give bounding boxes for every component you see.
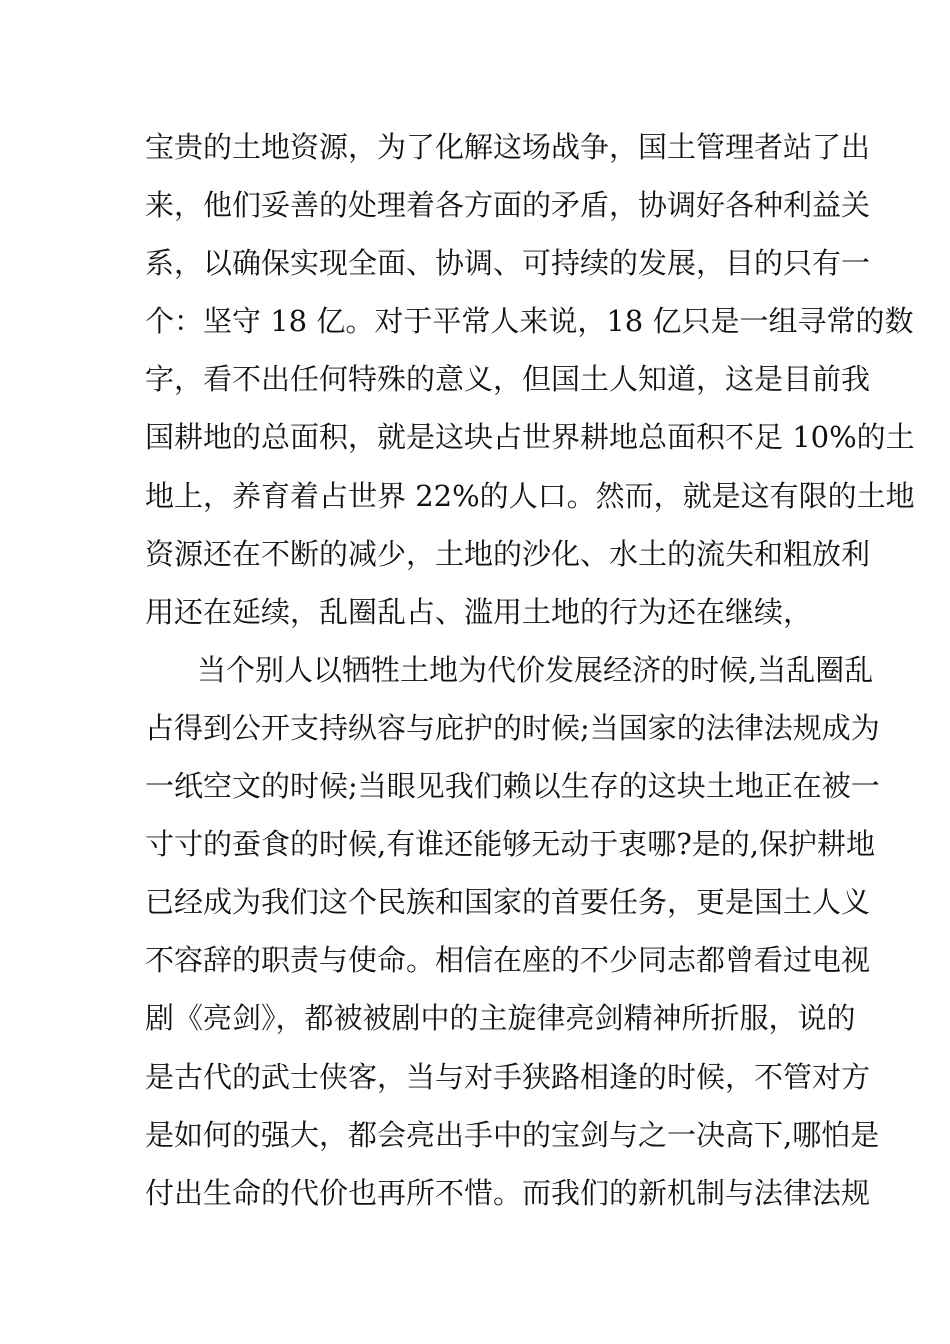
text-line: 是古代的武士侠客，当与对手狭路相逢的时候，不管对方 (145, 1059, 871, 1094)
text-line: 已经成为我们这个民族和国家的首要任务，更是国土人义 (145, 885, 871, 920)
text-line: 字，看不出任何特殊的意义，但国土人知道，这是目前我 (145, 362, 871, 397)
text-line: 付出生命的代价也再所不惜。而我们的新机制与法律法规 (145, 1175, 871, 1210)
text-line: 当个别人以牺牲土地为代价发展经济的时候,当乱圈乱 (197, 652, 874, 687)
document-body (145, 118, 915, 1222)
paragraph-1 (145, 118, 915, 641)
text-line: 资源还在不断的减少，土地的沙化、水土的流失和粗放利 (145, 536, 871, 571)
text-line: 个：坚守 18 亿。对于平常人来说，18 亿只是一组寻常的数 (145, 304, 914, 339)
text-line: 系，以确保实现全面、协调、可持续的发展，目的只有一 (145, 246, 871, 281)
text-line: 国耕地的总面积，就是这块占世界耕地总面积不足 10%的土 (145, 420, 915, 455)
text-line: 是如何的强大，都会亮出手中的宝剑与之一决高下,哪怕是 (145, 1117, 880, 1152)
text-line: 剧《亮剑》，都被被剧中的主旋律亮剑精神所折服，说的 (145, 1001, 856, 1036)
text-line: 宝贵的土地资源，为了化解这场战争，国土管理者站了出 (145, 130, 871, 164)
text-line: 占得到公开支持纵容与庇护的时候;当国家的法律法规成为 (145, 710, 880, 745)
text-line: 用还在延续，乱圈乱占、滥用土地的行为还在继续， (145, 594, 813, 629)
text-line: 不容辞的职责与使命。相信在座的不少同志都曾看过电视 (145, 943, 871, 978)
paragraph-2 (145, 641, 880, 1222)
text-line: 寸寸的蚕食的时候,有谁还能够无动于衷哪?是的,保护耕地 (145, 827, 875, 862)
text-line: 来，他们妥善的处理着各方面的矛盾，协调好各种利益关 (145, 188, 871, 223)
text-line: 一纸空文的时候;当眼见我们赖以生存的这块土地正在被一 (145, 769, 880, 804)
text-line: 地上，养育着占世界 22%的人口。然而，就是这有限的土地 (145, 478, 915, 513)
